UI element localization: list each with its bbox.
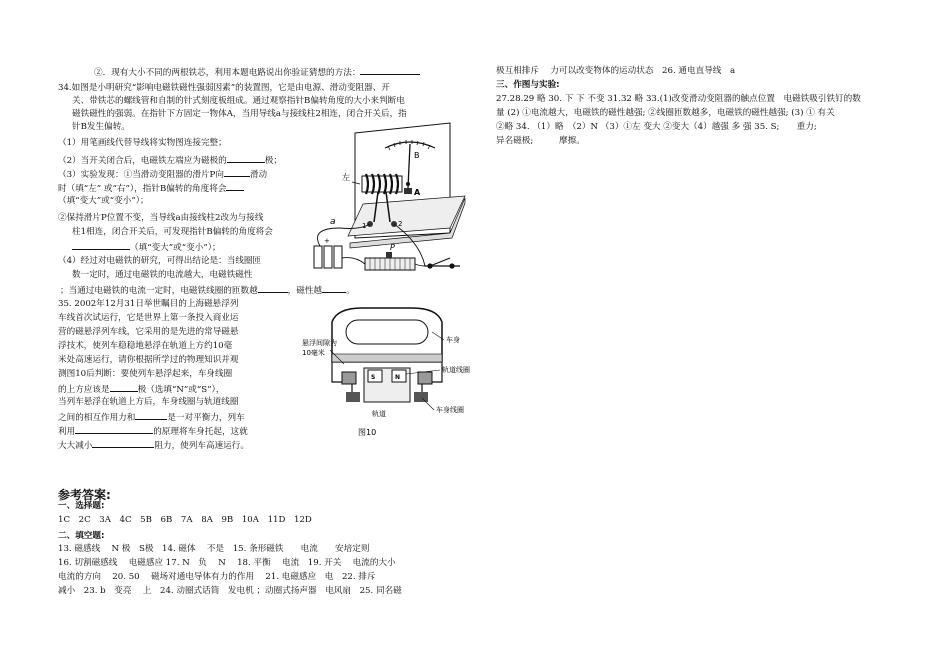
- q35-line7: 的上方应该是 极（选填“N”或“S”），: [58, 382, 224, 396]
- figure-caption: 图10: [358, 428, 377, 437]
- q34-sub1: （1）用笔画线代替导线将实物图连接完整；: [58, 138, 227, 148]
- q34-sub4c: ；当通过电磁铁的电流一定时，电磁铁线圈的匝数越 ，磁性越 。: [60, 283, 355, 297]
- car-body-label: 车身: [446, 336, 460, 344]
- label-a: A: [414, 188, 421, 197]
- battery: [314, 246, 342, 268]
- svg-text:+: +: [324, 237, 330, 245]
- q34-sub3c: 时（填“左” 或“右”），指针B偏转的角度将会: [58, 181, 244, 195]
- label-left: 左: [342, 173, 350, 182]
- q35-line8: 当列车悬浮在轨道上方后，车身线圈与轨道线圈: [58, 397, 239, 407]
- right-line5: 异名磁极; 摩擦。: [496, 136, 585, 146]
- car-coil-label: 车身线圈: [436, 406, 464, 414]
- label-1: 1: [362, 222, 367, 230]
- section-choice-heading: 一、选择题:: [58, 501, 105, 511]
- fill-answers-line1: 13. 磁感线 N 极 S极 14. 磁体 不是 15. 条形磁铁 电流 安培定则: [58, 544, 370, 554]
- choice-answers: 1C 2C 3A 4C 5B 6B 7A 8A 9B 10A 11D 12D: [58, 515, 312, 525]
- q34-sub3g: （填“变大”或“变小”）；: [72, 240, 221, 254]
- label-2: 2: [398, 220, 403, 228]
- switch: [425, 258, 460, 268]
- right-section3: 三、作图与实验:: [496, 80, 560, 90]
- maglev-cross-section-figure: [302, 302, 470, 442]
- q34-sub3a: （3）实验发现：①当滑动变阻器的滑片P向 滑动: [58, 167, 267, 181]
- q34-sub3e: ②保持滑片P位置不变，当导线a由接线柱2改为与接线: [58, 213, 264, 223]
- right-line4: ②略 34. （1）略 （2）N （3）①左 变大 ②变大（4）越强 多 强 35. S; 重力;: [496, 122, 817, 132]
- fill-answers-line3: 电流的方向 20. 50 磁场对通电导体有力的作用 21. 电磁感应 电 22. 排斥: [58, 572, 376, 582]
- q34-sub3d: （填“变大”或“变小”）；: [58, 196, 149, 206]
- section-fill-heading: 二、填空题:: [58, 531, 105, 541]
- electromagnet-apparatus-figure: [300, 118, 470, 293]
- q34-line1: 34.如图是小明研究“影响电磁铁磁性强弱因素”的装置图，它是由电源、滑动变阻器、开: [58, 83, 390, 93]
- q35-line10: 利用 的原理将车身托起，这就: [58, 424, 248, 438]
- svg-text:S: S: [371, 374, 376, 381]
- q34-sub4b: 数一定时，通过电磁铁的电流越大，电磁铁磁性: [72, 270, 253, 280]
- q35-line11: 大大减小 阻力，使列车高速运行。: [58, 438, 249, 452]
- label-a-wire: a: [330, 217, 336, 227]
- svg-text:N: N: [395, 374, 401, 381]
- q34-sub3f: 柱1相连，闭合开关后，可发现指针B偏转的角度将会: [72, 227, 273, 237]
- q35-line5: 米处高速运行，请你根据所学过的物理知识并观: [58, 355, 239, 365]
- answers-heading: 参考答案:: [58, 488, 111, 502]
- q34-line2: 关、带铁芯的螺线管和自制的针式刻度板组成。通过观察指针B偏转角度的大小来判断电: [72, 96, 405, 106]
- q35-line4: 浮技术，使列车稳稳地悬浮在轨道上方约10毫: [58, 341, 233, 351]
- gap-label-1: 悬浮间隙为: [302, 339, 337, 347]
- q33-part2: ②．现有大小不同的两根铁芯，利用本题电路说出你验证猜想的方法：: [94, 65, 420, 79]
- label-b: B: [414, 151, 420, 160]
- right-line1: 极互相排斥 力可以改变物体的运动状态 26. 通电直导线 a: [496, 66, 736, 76]
- label-p: P: [390, 243, 395, 252]
- track-coil-label: 轨道线圈: [442, 366, 470, 374]
- q35-line1: 35. 2002年12月31日举世瞩目的上海磁悬浮列: [58, 299, 239, 309]
- right-line2: 27.28.29 略 30. 下 下 不变 31.32 略 33.(1)改变滑动变阻器的触点位置 电磁铁吸引铁钉的数: [496, 94, 861, 104]
- q34-line4: 针B发生偏转。: [72, 122, 130, 132]
- q34-sub4a: （4）经过对电磁铁的研究，可得出结论是：当线圈匝: [58, 256, 262, 266]
- track-label: 轨道: [372, 410, 386, 418]
- q35-line3: 营的磁悬浮列车线，它采用的是先进的常导磁悬: [58, 327, 239, 337]
- q35-line9: 之间的相互作用力和 是一对平衡力，列车: [58, 410, 245, 424]
- right-line3: 量 (2) ①电流越大，电磁铁的磁性越强; ②线圈匝数越多，电磁铁的磁性越强; (3) ① 有关: [496, 108, 835, 118]
- fill-answers-line2: 16. 切割磁感线 电磁感应 17. N 负 N 18. 平衡 电流 19. 开关 电流的大小: [58, 558, 396, 568]
- q35-line6: 测图10后判断：要使列车悬浮起来，车身线圈: [58, 369, 233, 379]
- object-a: [404, 188, 412, 194]
- q34-line3: 磁铁磁性的强弱。在指针下方固定一物体A，当用导线a与接线柱2相连，闭合开关后，指: [72, 109, 407, 119]
- q34-sub2: （2）当开关闭合后，电磁铁左端应为磁极的 极；: [58, 153, 282, 167]
- fill-answers-line4: 减小 23. b 变亮 上 24. 动圈式话筒 发电机 ；动圈式扬声器 电风扇 25. 同名磁: [58, 586, 402, 596]
- gap-label-2: 10毫米: [302, 349, 325, 357]
- q35-line2: 车线首次试运行，它是世界上第一条投入商业运: [58, 313, 239, 323]
